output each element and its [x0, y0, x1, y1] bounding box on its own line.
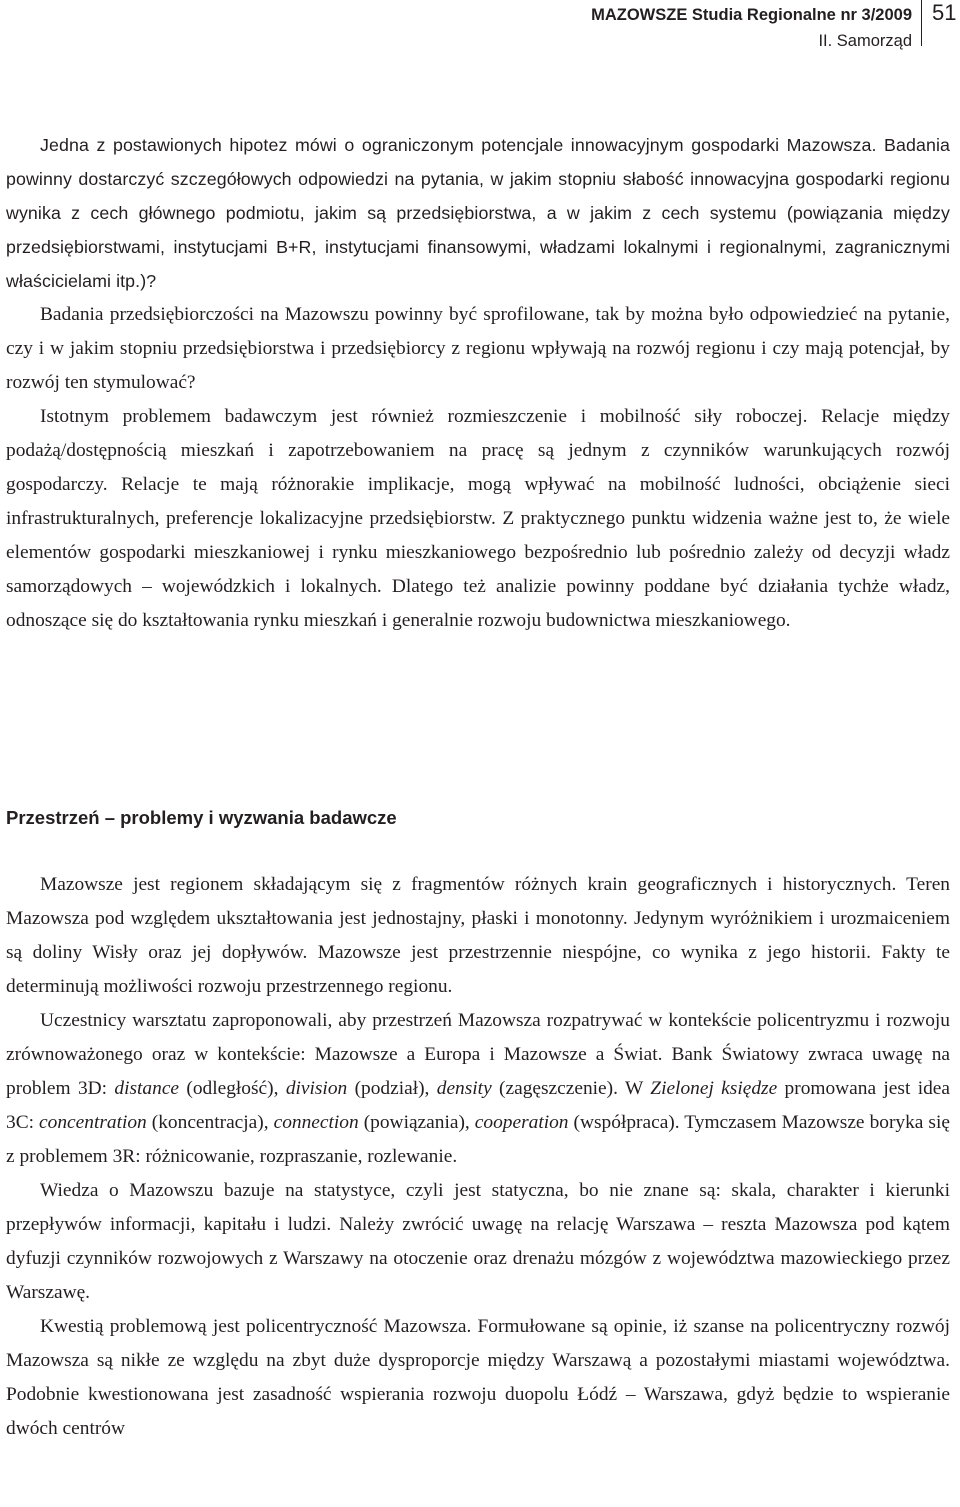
paragraph-statistics: Wiedza o Mazowszu bazuje na statystyce, czyli jest statyczna, bo nie znane są: skala, charakter i kierunki przepływów informacji, kapitału i ludzi. Należy zwrócić uwagę na relację Warszawa – reszta Mazowsza pod kątem dyfuzji czynników rozwojowych z Warszawy na otoczenie oraz drenażu mózgów z województwa mazowieckiego przez Warszawę. — [6, 1180, 950, 1303]
text-run: promowana jest idea 3C: — [6, 1078, 950, 1133]
text-run: (koncentracja), — [146, 1112, 274, 1133]
term-cooperation: cooperation — [474, 1112, 569, 1133]
section-title: II. Samorząd — [818, 32, 912, 50]
text-run: (współpraca). Tymczasem Mazowsze boryka się z problemem 3R: różnicowanie, rozpraszanie, rozlewanie. — [6, 1112, 950, 1167]
term-distance: distance — [114, 1078, 180, 1099]
body-text-bottom — [6, 868, 950, 1446]
text-run: (powiązania), — [358, 1112, 475, 1133]
paragraph-geography: Mazowsze jest regionem składającym się z fragmentów różnych krain geograficznych i historycznych. Teren Mazowsza pod względem ukształtowania jest jednostajny, płaski i monotonny. Jedynym wyróżnikiem i urozmaiceniem są doliny Wisły oraz jej dopływów. Mazowsze jest przestrzennie niespójne, co wynika z jego historii. Fakty te determinują możliwości rozwoju przestrzennego regionu. — [6, 874, 950, 997]
running-header — [591, 2, 912, 54]
term-connection: connection — [273, 1112, 359, 1133]
text-run: (zagęszczenie). W — [491, 1078, 651, 1099]
paragraph-text: Jedna z postawionych hipotez mówi o ograniczonym potencjale innowacyjnym gospodarki Mazowsza. — [40, 135, 877, 155]
paragraph-polycentrism: Kwestią problemową jest policentryczność Mazowsza. Formułowane są opinie, iż szanse na policentryczny rozwój Mazowsza są nikłe ze względu na zbyt duże dysproporcje między Warszawą a pozostałymi miastami województwa. Podobnie kwestionowana jest zasadność wspierania rozwoju duopolu Łódź – Warszawa, gdyż będzie to wspieranie dwóch centrów — [6, 1316, 950, 1439]
page-number: 51 — [932, 0, 957, 25]
paragraph-innovation — [6, 128, 950, 298]
body-text-top — [6, 128, 950, 638]
term-green-book: Zielonej księdze — [650, 1078, 778, 1099]
term-density: density — [436, 1078, 492, 1099]
text-run: Uczestnicy warsztatu zaproponowali, aby przestrzeń Mazowsza rozpatrywać w kontekście policentryzmu i rozwoju zrównoważonego oraz w kontekście: Mazowsze a Europa i Mazowsze a Świat. Bank Światowy zwraca uwagę na problem 3D: — [6, 1010, 950, 1099]
paragraph-3d-3c-3r — [6, 1004, 950, 1174]
section-heading: Przestrzeń – problemy i wyzwania badawcze — [6, 807, 397, 828]
journal-title: MAZOWSZE Studia Regionalne nr 3/2009 — [591, 6, 912, 24]
text-run: (odległość), — [179, 1078, 286, 1099]
text-run: (podział), — [347, 1078, 437, 1099]
paragraph-labour-mobility: Istotnym problemem badawczym jest również rozmieszczenie i mobilność siły roboczej. Relacje między podażą/dostępnością mieszkań i zapotrzebowaniem na pracę są jednym z czynników warunkujących rozwój gospodarczy. Relacje te mają różnorakie implikacje, mogą wpływać na mobilność ludności, obciążenie sieci infrastrukturalnych, preferencje lokalizacyjne przedsiębiorstw. Z praktycznego punktu widzenia ważne jest to, że wiele elementów gospodarki mieszkaniowej i rynku mieszkaniowego bezpośrednio lub pośrednio zależy od decyzji władz samorządowych – wojewódzkich i lokalnych. Dlatego też analizie powinny poddane być działania tychże władz, odnoszące się do kształtowania rynku mieszkań i generalnie rozwoju budownictwa mieszkaniowego. — [6, 406, 950, 631]
header-divider — [921, 0, 922, 46]
paragraph-text: Badania powinny dostarczyć szczegółowych odpowiedzi na pytania, w jakim stopniu słabość innowacyjna gospodarki regionu wynika z cech głównego podmiotu, jakim są przedsiębiorstwa, a w jakim z cech systemu (powiązania między przedsiębiorstwami, instytucjami B+R, instytucjami finansowymi, władzami lokalnymi i regionalnymi, zagranicznymi właścicielami itp.)? — [6, 135, 951, 291]
term-concentration: concentration — [39, 1112, 147, 1133]
term-division: division — [285, 1078, 348, 1099]
paragraph-entrepreneurship: Badania przedsiębiorczości na Mazowszu powinny być sprofilowane, tak by można było odpowiedzieć na pytanie, czy i w jakim stopniu przedsiębiorstwa i przedsiębiorcy z regionu wpływają na rozwój regionu i czy mają potencjał, by rozwój ten stymulować? — [6, 304, 950, 393]
